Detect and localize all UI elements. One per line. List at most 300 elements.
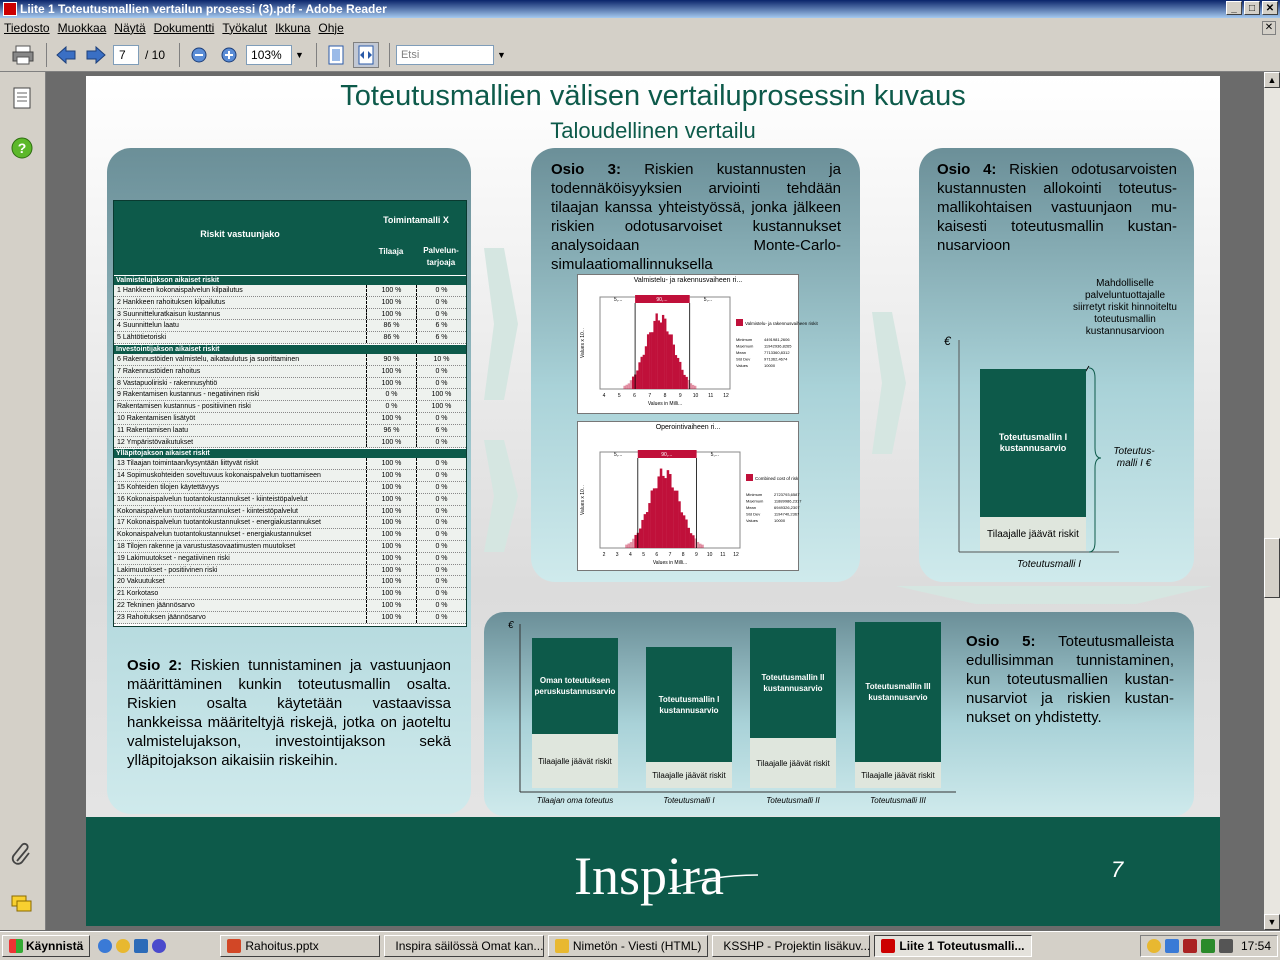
risk-name-cell: 14 Sopimuskohteiden soveltuvuus kokonaispalvelun tuottamiseen bbox=[117, 472, 321, 480]
page-total: / 10 bbox=[145, 47, 166, 62]
legend-label: Valmistelu- ja rakennusvaiheen riskit bbox=[745, 321, 818, 326]
pdf-app-icon bbox=[3, 2, 17, 16]
histogram-bar bbox=[658, 320, 660, 389]
provider-share-cell: 0 % bbox=[416, 553, 466, 564]
pdf-page bbox=[86, 76, 1220, 926]
risk-name-cell: 5 Lähtötietoriski bbox=[117, 334, 167, 342]
tilaaja-share-cell: 100 % bbox=[366, 588, 416, 599]
histogram-bar bbox=[692, 535, 695, 548]
histogram-2 bbox=[577, 421, 802, 571]
tray-volume-icon[interactable] bbox=[1219, 939, 1233, 953]
provider-share-cell: 6 % bbox=[416, 332, 466, 343]
histogram-bar bbox=[660, 469, 663, 548]
flow-arrow-3-icon bbox=[872, 308, 908, 458]
histogram-bar bbox=[641, 520, 644, 548]
x-tick-label: 11 bbox=[720, 552, 726, 558]
x-tick-label: 7 bbox=[668, 552, 672, 558]
logo-swoosh-icon bbox=[670, 873, 760, 893]
tilaaja-share-cell: 100 % bbox=[366, 470, 416, 481]
risk-name-cell: 19 Lakimuutokset - negatiivinen riski bbox=[117, 554, 230, 562]
tilaaja-share-cell: 100 % bbox=[366, 437, 416, 448]
tilaaja-share-cell: 100 % bbox=[366, 553, 416, 564]
tilaaja-share-cell: 100 % bbox=[366, 529, 416, 540]
provider-share-cell: 0 % bbox=[416, 297, 466, 308]
histogram-bar bbox=[646, 512, 649, 548]
histogram-bar bbox=[685, 377, 687, 389]
slide-footer bbox=[86, 817, 1220, 926]
table-row bbox=[114, 458, 466, 470]
toolbar-separator bbox=[316, 43, 317, 67]
histogram-bar bbox=[662, 476, 665, 548]
stat-name: Mean bbox=[746, 505, 757, 510]
table-row bbox=[114, 482, 466, 494]
page-number-input[interactable]: 7 bbox=[113, 45, 139, 65]
histogram-1 bbox=[577, 274, 818, 414]
x-tick-label: 5 bbox=[642, 552, 645, 558]
stat-value: 6949326,2307 bbox=[774, 505, 800, 510]
tilaaja-share-cell: 100 % bbox=[366, 517, 416, 528]
taskbar-app-icon bbox=[881, 939, 895, 953]
inspira-logo: Inspira bbox=[574, 846, 724, 906]
table-header bbox=[114, 201, 466, 275]
osio2-text: Osio 2: Riskien tunnistaminen ja vastuunjaon määrittäminen kunkin toteutusmallin osalta. Riskien osalta käytetään vastaavissa hankkeissa määriteltyjä riskejä, jotka on jaoteltu valmistelujakson, investointijakson sekä ylläpitojakson aikaisiin riskeihin. bbox=[127, 657, 451, 769]
menu-nayta[interactable]: Näytä bbox=[114, 21, 146, 35]
y-axis-label: Values x 10... bbox=[580, 485, 586, 515]
stat-value: 7713360,8312 bbox=[764, 350, 790, 355]
middle-label: 90,... bbox=[661, 452, 673, 458]
table-section-header: Investointijakson aikaiset riskit bbox=[114, 344, 466, 354]
risk-name-cell: 7 Rakennustöiden rahoitus bbox=[117, 367, 201, 375]
histogram-bar bbox=[664, 478, 667, 548]
risk-name-cell: 8 Vastapuoliriski - rakennusyhtiö bbox=[117, 379, 218, 387]
x-tick-label: 7 bbox=[648, 393, 652, 399]
start-button[interactable] bbox=[2, 935, 90, 957]
stat-value: 4491981,2606 bbox=[764, 337, 790, 342]
fit-page-icon[interactable] bbox=[323, 42, 349, 68]
provider-share-cell: 0 % bbox=[416, 612, 466, 623]
table-row bbox=[114, 366, 466, 378]
histogram-bar bbox=[648, 503, 651, 548]
fit-width-icon[interactable] bbox=[353, 42, 379, 68]
table-row bbox=[114, 517, 466, 529]
histogram-bar bbox=[656, 313, 658, 389]
histogram-bar bbox=[687, 528, 690, 548]
tilaaja-share-cell: 100 % bbox=[366, 541, 416, 552]
scroll-down-icon[interactable]: ▼ bbox=[1264, 914, 1280, 930]
fig5-cost-bar: Toteutusmallin III kustannusarvio bbox=[855, 622, 941, 762]
taskbar-button-label: KSSHP - Projektin lisäkuv... bbox=[723, 939, 871, 953]
fig5-euro-label: € bbox=[508, 620, 514, 631]
tilaaja-share-cell: 86 % bbox=[366, 332, 416, 343]
system-tray bbox=[1140, 935, 1278, 957]
taskbar-button[interactable] bbox=[874, 935, 1032, 957]
fig5-risk-bar: Tilaajalle jäävät riskit bbox=[855, 762, 941, 788]
scroll-up-icon[interactable]: ▲ bbox=[1264, 72, 1280, 88]
provider-share-cell: 0 % bbox=[416, 470, 466, 481]
fig4-x-label: Toteutusmalli I bbox=[1016, 559, 1082, 570]
risk-name-cell: 11 Rakentamisen laatu bbox=[117, 426, 189, 434]
osio3-text: Osio 3: Riskien kustannusten ja todennäköisyyksien arviointi tehdään tilaajan kanssa yhteistyössä, jonka jälkeen riskien odotusarvoiset kustannukset analysoidaan Monte-Carlo-simulaatiomallinnuksella bbox=[551, 161, 841, 273]
middle-label: 90,... bbox=[656, 297, 668, 303]
histogram-bar bbox=[677, 358, 679, 389]
media-icon[interactable] bbox=[152, 939, 166, 953]
risk-name-cell: Lakimuutokset - positiivinen riski bbox=[117, 566, 218, 574]
flow-arrow-1-icon bbox=[484, 244, 520, 404]
previous-page-icon[interactable] bbox=[53, 42, 79, 68]
histogram-bar bbox=[641, 357, 643, 389]
histogram-bar bbox=[643, 355, 645, 389]
table-row bbox=[114, 494, 466, 506]
left-tail-label: 5,... bbox=[614, 297, 623, 303]
navigation-panel bbox=[0, 72, 46, 930]
tilaaja-share-cell: 100 % bbox=[366, 565, 416, 576]
table-section-header: Valmistelujakson aikaiset riskit bbox=[114, 275, 466, 285]
x-tick-label: 8 bbox=[663, 393, 667, 399]
fig5-risk-bar: Tilaajalle jäävät riskit bbox=[532, 734, 618, 788]
fig4-risk-bar: Tilaajalle jäävät riskit bbox=[980, 517, 1086, 551]
toolbar-separator bbox=[46, 43, 47, 67]
menu-muokkaa[interactable]: Muokkaa bbox=[57, 21, 107, 35]
table-body bbox=[114, 275, 466, 624]
menu-tiedosto[interactable]: Tiedosto bbox=[4, 21, 50, 35]
tilaaja-share-cell: 0 % bbox=[366, 389, 416, 400]
fig5-x-label: Toteutusmalli I bbox=[663, 796, 715, 805]
histogram-bar bbox=[638, 362, 640, 389]
col-group-header: Toimintamalli X bbox=[383, 215, 449, 225]
taskbar-button-label: Liite 1 Toteutusmalli... bbox=[899, 939, 1025, 953]
zoom-dropdown-chevron-icon[interactable]: ▼ bbox=[295, 49, 304, 60]
osio5-panel bbox=[484, 612, 1194, 816]
x-tick-label: 6 bbox=[633, 393, 636, 399]
provider-share-cell: 0 % bbox=[416, 541, 466, 552]
provider-share-cell: 0 % bbox=[416, 588, 466, 599]
histogram-bar bbox=[667, 470, 670, 548]
col-risk-header: Riskit vastuunjako bbox=[200, 229, 280, 239]
tray-sync-icon[interactable] bbox=[1201, 939, 1215, 953]
histogram-bar bbox=[626, 385, 628, 389]
stat-name: Mean bbox=[736, 350, 747, 355]
risk-name-cell: Kokonaispalvelun tuotantokustannukset - kiinteistöpalvelut bbox=[117, 507, 298, 515]
fig5-x-label: Toteutusmalli II bbox=[766, 796, 820, 805]
provider-share-cell: 0 % bbox=[416, 517, 466, 528]
provider-share-cell: 0 % bbox=[416, 482, 466, 493]
osio5-text: Osio 5: Toteutusmalleista edullisimman tunnistaminen, kun toteutusmallien kustan-nusarviot ja riskien kustan-nukset on yhdistetty. bbox=[966, 633, 1174, 726]
flow-arrow-4-icon bbox=[896, 584, 1216, 608]
fig5-x-label: Tilaajan oma toteutus bbox=[536, 796, 614, 805]
provider-share-cell: 0 % bbox=[416, 309, 466, 320]
stat-value: 971362,4674 bbox=[764, 356, 788, 362]
print-icon[interactable] bbox=[10, 42, 36, 68]
x-tick-label: 2 bbox=[602, 552, 606, 558]
risk-name-cell: Rakentamisen kustannus - positiivinen riski bbox=[117, 403, 251, 411]
stat-name: Std Dev bbox=[736, 356, 751, 362]
taskbar-app-icon bbox=[555, 939, 569, 953]
tilaaja-share-cell: 100 % bbox=[366, 285, 416, 296]
pages-icon[interactable] bbox=[10, 86, 34, 110]
risk-name-cell: 1 Hankkeen kokonaispalvelun kilpailutus bbox=[117, 287, 243, 294]
provider-share-cell: 0 % bbox=[416, 565, 466, 576]
x-tick-label: 9 bbox=[678, 393, 682, 399]
slide-title: Toteutusmallien välisen vertailuprosessin kuvaus bbox=[340, 80, 966, 112]
histogram-bar bbox=[666, 331, 668, 389]
legend-label: Combined cost of risk bbox=[755, 476, 799, 481]
attachments-icon[interactable] bbox=[10, 842, 34, 866]
histogram-bar bbox=[669, 474, 672, 548]
tilaaja-share-cell: 100 % bbox=[366, 378, 416, 389]
ie-icon[interactable] bbox=[98, 939, 112, 953]
zoom-out-icon[interactable] bbox=[186, 42, 212, 68]
fig5-x-label: Toteutusmalli III bbox=[870, 796, 926, 805]
histogram-bar bbox=[653, 321, 655, 389]
histogram-bar bbox=[681, 370, 683, 389]
clock: 17:54 bbox=[1240, 939, 1271, 953]
histogram-bar bbox=[671, 334, 673, 389]
table-row bbox=[114, 600, 466, 612]
histogram-1-title: Valmistelu- ja rakennusvaiheen ri... bbox=[633, 277, 743, 284]
risk-name-cell: 18 Tilojen rakenne ja varustustasovaatimusten muutokset bbox=[117, 542, 296, 550]
risk-name-cell: 17 Kokonaispalvelun tuotantokustannukset - energiakustannukset bbox=[117, 519, 321, 527]
provider-share-cell: 6 % bbox=[416, 425, 466, 436]
table-row bbox=[114, 297, 466, 309]
histogram-bar bbox=[649, 332, 651, 389]
histogram-bar bbox=[660, 322, 662, 389]
table-row bbox=[114, 309, 466, 321]
maximize-button[interactable]: □ bbox=[1244, 1, 1260, 15]
histogram-bar bbox=[690, 533, 693, 548]
provider-share-cell: 0 % bbox=[416, 506, 466, 517]
histogram-bar bbox=[676, 491, 679, 548]
risk-name-cell: 9 Rakentamisen kustannus - negatiivinen riski bbox=[117, 391, 260, 399]
risk-allocation-table bbox=[113, 200, 467, 627]
toolbar-separator bbox=[389, 43, 390, 67]
windows-logo-icon bbox=[9, 939, 23, 953]
fig4-note: Mahdolliselle palveluntuottajalle siirretyt riskit hinnoiteltu toteutusmallin kustannusarvioon bbox=[1073, 278, 1177, 337]
taskbar-button-label: Rahoitus.pptx bbox=[245, 939, 319, 953]
histogram-bar bbox=[694, 386, 696, 389]
histogram-bar bbox=[664, 319, 666, 389]
table-row bbox=[114, 576, 466, 588]
histogram-1-plot bbox=[578, 275, 818, 415]
table-row bbox=[114, 588, 466, 600]
risk-name-cell: 16 Kokonaispalvelun tuotantokustannukset - kiinteistöpalvelut bbox=[117, 495, 308, 503]
histogram-bar bbox=[636, 370, 638, 389]
risk-name-cell: 10 Rakentamisen lisätyöt bbox=[117, 414, 196, 422]
fig4-euro-label: € bbox=[944, 334, 951, 348]
search-dropdown-chevron-icon[interactable]: ▼ bbox=[496, 49, 506, 60]
zoom-level-input[interactable]: 103% bbox=[246, 45, 292, 65]
histogram-bar bbox=[697, 542, 700, 548]
stat-name: Values bbox=[746, 518, 758, 523]
histogram-bar bbox=[639, 529, 642, 548]
menu-dokumentti[interactable]: Dokumentti bbox=[153, 21, 215, 35]
tilaaja-share-cell: 100 % bbox=[366, 458, 416, 469]
histogram-2-plot bbox=[578, 422, 800, 572]
desktop-icon[interactable] bbox=[134, 939, 148, 953]
table-row bbox=[114, 389, 466, 401]
col-palveluntarjoaja-header: Palvelun-tarjoaja bbox=[423, 246, 459, 267]
x-tick-label: 5 bbox=[617, 393, 621, 399]
taskbar-button[interactable] bbox=[712, 935, 870, 957]
histogram-bar bbox=[632, 539, 635, 548]
toolbar-separator bbox=[179, 43, 180, 67]
help-icon[interactable] bbox=[10, 136, 34, 160]
risk-name-cell: 20 Vakuutukset bbox=[117, 578, 165, 586]
provider-share-cell: 0 % bbox=[416, 378, 466, 389]
tilaaja-share-cell: 96 % bbox=[366, 425, 416, 436]
risk-name-cell: 21 Korkotaso bbox=[117, 590, 159, 598]
menu-ikkuna[interactable]: Ikkuna bbox=[275, 21, 311, 35]
col-tilaaja-header: Tilaaja bbox=[378, 247, 404, 256]
provider-share-cell: 0 % bbox=[416, 576, 466, 587]
provider-share-cell: 100 % bbox=[416, 401, 466, 412]
histogram-bar bbox=[673, 345, 675, 389]
table-row bbox=[114, 506, 466, 518]
histogram-bar bbox=[678, 501, 681, 548]
x-tick-label: 3 bbox=[615, 552, 619, 558]
table-row bbox=[114, 565, 466, 577]
risk-name-cell: 6 Rakennustöiden valmistelu, aikataulutus ja suorittaminen bbox=[117, 355, 300, 363]
zoom-in-icon[interactable] bbox=[216, 42, 242, 68]
taskbar-button-label: Inspira säilössä Omat kan... bbox=[395, 939, 544, 953]
tilaaja-share-cell: 100 % bbox=[366, 309, 416, 320]
stat-name: Maximum bbox=[746, 498, 764, 504]
histogram-bar bbox=[644, 514, 647, 548]
stat-name: Std Dev bbox=[746, 511, 761, 517]
risk-name-cell: 3 Suunnitteluratkaisun kustannus bbox=[117, 310, 221, 318]
outlook-icon[interactable] bbox=[116, 939, 130, 953]
tray-network-icon[interactable] bbox=[1165, 939, 1179, 953]
histogram-bar bbox=[699, 544, 702, 548]
histogram-bar bbox=[690, 383, 692, 389]
table-row bbox=[114, 413, 466, 425]
taskbar-button-label: Nimetön - Viesti (HTML) bbox=[572, 939, 702, 953]
tray-outlook-icon[interactable] bbox=[1147, 939, 1161, 953]
table-row bbox=[114, 354, 466, 366]
legend-swatch bbox=[736, 319, 743, 326]
histogram-bar bbox=[662, 315, 664, 389]
x-axis-label: Values in Milli... bbox=[652, 560, 688, 566]
table-row bbox=[114, 378, 466, 390]
svg-text:?: ? bbox=[17, 140, 27, 156]
histogram-bar bbox=[645, 346, 647, 389]
histogram-bar bbox=[628, 383, 630, 389]
table-row bbox=[114, 320, 466, 332]
histogram-bar bbox=[671, 487, 674, 548]
histogram-bar bbox=[657, 476, 660, 548]
tilaaja-share-cell: 0 % bbox=[366, 401, 416, 412]
menu-tyokalut[interactable]: Työkalut bbox=[222, 21, 268, 35]
comments-icon[interactable] bbox=[10, 892, 34, 916]
tilaaja-share-cell: 100 % bbox=[366, 482, 416, 493]
document-close-button[interactable]: ✕ bbox=[1262, 21, 1276, 35]
x-tick-label: 9 bbox=[695, 552, 698, 558]
risk-name-cell: Kokonaispalvelun tuotantokustannukset - energiakustannukset bbox=[117, 531, 312, 539]
risk-name-cell: 22 Tekninen jäännösarvo bbox=[117, 601, 195, 609]
histogram-bar bbox=[683, 515, 686, 548]
histogram-bar bbox=[634, 535, 637, 548]
tilaaja-share-cell: 100 % bbox=[366, 612, 416, 623]
osio4-text: Osio 4: Riskien odotusarvoisten kustannusten allokointi toteutus-mallikohtaisen vastuunjaon mu-kaisesti toteutusmallin kustan-nusarvioon bbox=[937, 161, 1177, 254]
tilaaja-share-cell: 100 % bbox=[366, 576, 416, 587]
close-button[interactable]: ✕ bbox=[1262, 1, 1278, 15]
page-number: 7 bbox=[1111, 857, 1124, 882]
fig5-cost-bar: Toteutusmallin I kustannusarvio bbox=[646, 647, 732, 762]
stat-name: Minimum bbox=[736, 337, 753, 342]
tilaaja-share-cell: 100 % bbox=[366, 297, 416, 308]
histogram-bar bbox=[692, 385, 694, 389]
risk-name-cell: 4 Suunnittelun laatu bbox=[117, 322, 179, 330]
tilaaja-share-cell: 100 % bbox=[366, 413, 416, 424]
x-tick-label: 6 bbox=[655, 552, 659, 558]
scroll-thumb[interactable] bbox=[1264, 538, 1280, 598]
histogram-bar bbox=[647, 334, 649, 389]
taskbar-button[interactable] bbox=[548, 935, 708, 957]
table-row bbox=[114, 553, 466, 565]
stat-name: Maximum bbox=[736, 343, 754, 349]
stat-value: 11889986,2317 bbox=[774, 498, 802, 504]
fig4-brace-label: Toteutus-malli I € bbox=[1113, 446, 1155, 469]
fig5-cost-bar: Oman toteutuksen peruskustannusarvio bbox=[532, 638, 618, 734]
provider-share-cell: 0 % bbox=[416, 529, 466, 540]
tilaaja-share-cell: 90 % bbox=[366, 354, 416, 365]
provider-share-cell: 0 % bbox=[416, 494, 466, 505]
right-tail-label: 5,... bbox=[703, 297, 713, 303]
stat-name: Minimum bbox=[746, 492, 763, 497]
x-tick-label: 11 bbox=[708, 393, 714, 399]
window-title: Liite 1 Toteutusmallien vertailun prosessi (3).pdf - Adobe Reader bbox=[20, 2, 387, 16]
x-tick-label: 4 bbox=[602, 393, 606, 399]
next-page-icon[interactable] bbox=[83, 42, 109, 68]
taskbar-button[interactable] bbox=[384, 935, 544, 957]
minimize-button[interactable]: _ bbox=[1226, 1, 1242, 15]
histogram-bar bbox=[625, 545, 628, 548]
stat-value: 10000 bbox=[774, 518, 786, 523]
histogram-bar bbox=[651, 490, 654, 548]
fig5-risk-bar: Tilaajalle jäävät riskit bbox=[750, 738, 836, 788]
x-tick-label: 10 bbox=[706, 552, 713, 558]
tilaaja-share-cell: 100 % bbox=[366, 366, 416, 377]
left-tail-label: 5,... bbox=[614, 452, 623, 458]
histogram-bar bbox=[681, 512, 684, 548]
tilaaja-share-cell: 100 % bbox=[366, 600, 416, 611]
provider-share-cell: 0 % bbox=[416, 458, 466, 469]
table-row bbox=[114, 437, 466, 449]
provider-share-cell: 0 % bbox=[416, 366, 466, 377]
x-tick-label: 12 bbox=[723, 393, 729, 399]
vertical-scrollbar[interactable] bbox=[1264, 72, 1280, 930]
tilaaja-share-cell: 100 % bbox=[366, 506, 416, 517]
tilaaja-share-cell: 86 % bbox=[366, 320, 416, 331]
stat-value: 1194740,2367 bbox=[774, 511, 800, 517]
provider-share-cell: 6 % bbox=[416, 320, 466, 331]
x-tick-label: 4 bbox=[629, 552, 632, 558]
histogram-bar bbox=[701, 545, 704, 548]
histogram-bar bbox=[679, 362, 681, 389]
search-input[interactable]: Etsi bbox=[396, 45, 494, 65]
x-axis-label: Values in Milli... bbox=[647, 401, 683, 407]
table-row bbox=[114, 612, 466, 624]
menu-ohje[interactable]: Ohje bbox=[318, 21, 344, 35]
fig5-risk-bar: Tilaajalle jäävät riskit bbox=[646, 762, 732, 788]
risk-name-cell: 15 Kohteiden tilojen käytettävyys bbox=[117, 483, 219, 491]
osio4-panel bbox=[919, 148, 1194, 582]
tray-security-icon[interactable] bbox=[1183, 939, 1197, 953]
stat-value: 2723793,6587 bbox=[774, 492, 800, 497]
histogram-bar bbox=[630, 542, 633, 548]
provider-share-cell: 100 % bbox=[416, 389, 466, 400]
taskbar-button[interactable] bbox=[220, 935, 380, 957]
histogram-bar bbox=[683, 375, 685, 389]
